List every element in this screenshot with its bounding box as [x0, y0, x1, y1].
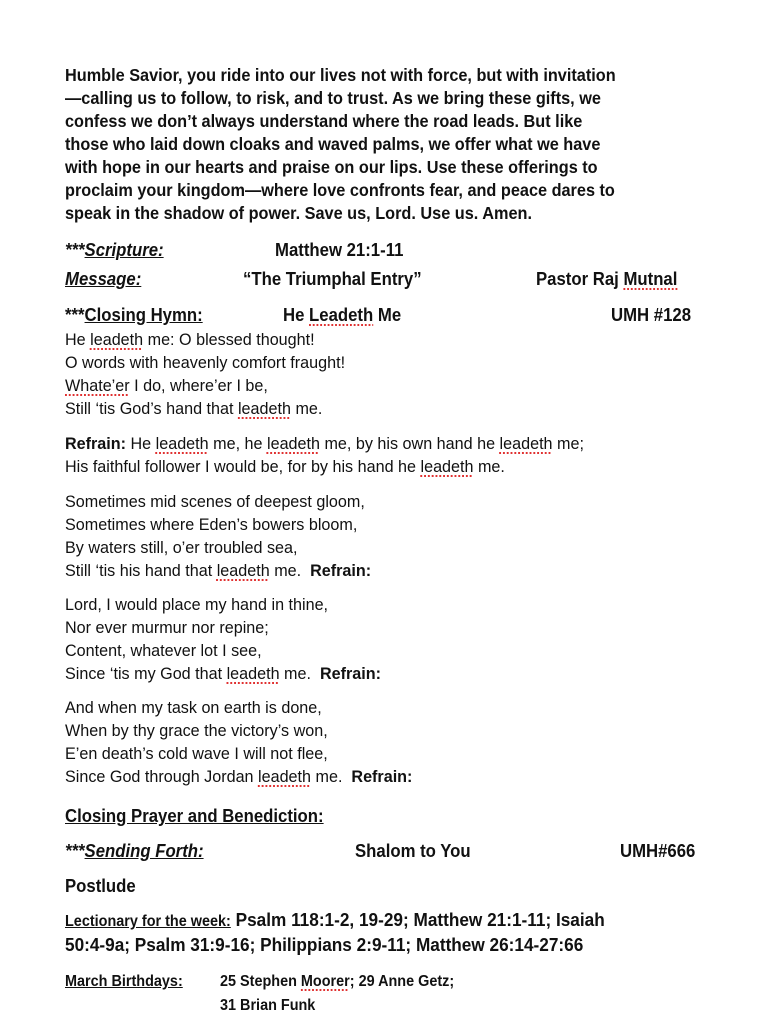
lectionary-label: Lectionary for the week: [65, 913, 231, 930]
prayer-line: Humble Savior, you ride into our lives not with force, but with invitation [65, 65, 616, 85]
text: He [65, 330, 91, 349]
prayer-line: speak in the shadow of power. Save us, Lord. Use us. Amen. [65, 203, 532, 223]
prayer-line: confess we don’t always understand where the road leads. But like [65, 111, 583, 131]
text: Since God through Jordan [65, 767, 259, 786]
prayer-line: proclaim your kingdom—where love confronts fear, and peace dares to [65, 180, 615, 200]
refrain-line [65, 434, 584, 454]
text: leadeth [216, 561, 270, 580]
closing-hymn-prefix: *** [65, 305, 85, 325]
verse-line [65, 767, 412, 787]
closing-hymn-title [283, 305, 401, 326]
text: me. [311, 767, 352, 786]
postlude-heading: Postlude [65, 876, 136, 896]
prayer-line: with hope in our hearts and praise on our lips. Use these offerings to [65, 157, 598, 177]
verse-line: Lord, I would place my hand in thine, [65, 595, 329, 614]
message-speaker [536, 269, 677, 290]
lectionary-text: Psalm 118:1-2, 19-29; Matthew 21:1-11; Isaiah [230, 909, 605, 930]
refrain-label: Refrain: [65, 434, 127, 453]
birthdays-label [65, 973, 183, 991]
hymn-title-part: He [283, 305, 310, 325]
text: me. [279, 664, 320, 683]
text: leadeth [258, 767, 312, 786]
text: me. [290, 399, 323, 418]
verse-line: By waters still, o’er troubled sea, [65, 538, 298, 557]
text: me. [473, 457, 505, 476]
sending-forth-prefix: *** [65, 841, 85, 861]
sending-forth-label: Sending Forth: [84, 841, 204, 861]
verse-line [65, 664, 381, 684]
refrain-line [65, 457, 505, 477]
message-label-text: Message: [65, 269, 142, 289]
text: me; [552, 434, 584, 453]
sending-forth-title: Shalom to You [355, 841, 471, 861]
prayer-line: those who laid down cloaks and waved palms, we offer what we have [65, 134, 601, 154]
verse-line: Sometimes mid scenes of deepest gloom, [65, 492, 365, 511]
verse-line: Sometimes where Eden’s bowers bloom, [65, 515, 358, 534]
verse-line [65, 399, 322, 419]
text: He [126, 434, 156, 453]
closing-hymn-label: Closing Hymn: [84, 305, 203, 325]
text: Still ‘tis God’s hand that [65, 399, 238, 418]
scripture-label: Scripture: [84, 240, 164, 260]
text: leadeth [420, 457, 474, 476]
text: ; 29 Anne Getz; [349, 973, 455, 990]
verse-line: E’en death’s cold wave I will not flee, [65, 744, 328, 763]
closing-hymn-number: UMH #128 [611, 305, 692, 325]
verse-line: O words with heavenly comfort fraught! [65, 353, 346, 372]
verse-line: Nor ever murmur nor repine; [65, 618, 269, 637]
text: leadeth [237, 399, 291, 418]
verse-line [65, 330, 315, 350]
sending-forth-number: UMH#666 [620, 841, 696, 861]
text: leadeth [266, 434, 320, 453]
speaker-name: Pastor Raj [536, 269, 624, 289]
hymn-title-part: Leadeth [309, 305, 374, 325]
speaker-surname: Mutnal [623, 269, 678, 289]
verse-line: And when my task on earth is done, [65, 698, 322, 717]
closing-prayer-heading: Closing Prayer and Benediction: [65, 806, 324, 826]
refrain-cue: Refrain: [351, 767, 413, 786]
text: Moorer [300, 973, 350, 990]
refrain-cue: Refrain: [310, 561, 372, 580]
message-title: “The Triumphal Entry” [243, 269, 422, 289]
text: me, he [208, 434, 267, 453]
sending-forth-heading [65, 841, 204, 862]
scripture-heading [65, 240, 164, 261]
text: leadeth [155, 434, 209, 453]
text: Since ‘tis my God that [65, 664, 227, 683]
birthdays-label-text: March Birthdays: [65, 973, 183, 990]
text: His faithful follower I would be, for by his hand he [65, 457, 421, 476]
text: leadeth [90, 330, 144, 349]
birthdays-line: 31 Brian Funk [220, 997, 316, 1014]
text: Whate’er [65, 376, 130, 395]
text: me: O blessed thought! [143, 330, 315, 349]
text: leadeth [499, 434, 553, 453]
text: 25 Stephen [220, 973, 301, 990]
hymn-title-part: Me [373, 305, 402, 325]
closing-hymn-heading [65, 305, 203, 326]
text: Still ‘tis his hand that [65, 561, 217, 580]
prayer-line: —calling us to follow, to risk, and to trust. As we bring these gifts, we [65, 88, 601, 108]
text: leadeth [226, 664, 280, 683]
lectionary-line [65, 909, 605, 931]
lectionary-line: 50:4-9a; Psalm 31:9-16; Philippians 2:9-11; Matthew 26:14-27:66 [65, 934, 584, 955]
verse-line [65, 376, 268, 396]
text: me, by his own hand he [319, 434, 500, 453]
birthdays-line [220, 973, 454, 991]
text: me. [269, 561, 311, 580]
verse-line: When by thy grace the victory’s won, [65, 721, 328, 740]
text: I do, where’er I be, [129, 376, 268, 395]
verse-line [65, 561, 371, 581]
scripture-prefix: *** [65, 240, 85, 260]
scripture-reference: Matthew 21:1-11 [275, 240, 404, 260]
verse-line: Content, whatever lot I see, [65, 641, 262, 660]
message-label [65, 269, 141, 290]
refrain-cue: Refrain: [319, 664, 381, 683]
